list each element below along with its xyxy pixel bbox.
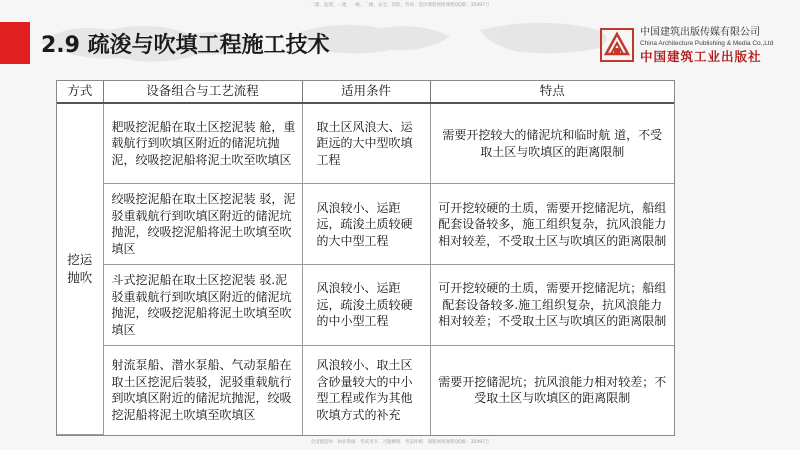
method-label: 挖运抛吹 (67, 252, 93, 285)
condition-cell: 风浪较小、取土区含砂量较大的中小型工程或作为其他吹填方式的补充 (302, 346, 430, 435)
watermark-top: 二建、监理、一建、一级、二级、安全、消防、咨询、造价课程网络课程QQ群：35497万 (310, 3, 490, 8)
feature-cell: 可开挖较硬的土质，需要开挖储泥坑，船组配套设备较多，施工组织复杂，抗风浪能力相对较差，不受取土区与吹填区的距离限制 (430, 184, 674, 265)
header-process: 设备组合与工艺流程 (103, 81, 302, 103)
table-row (57, 346, 674, 435)
process-table (56, 80, 675, 436)
feature-cell: 需要开挖储泥坑；抗风浪能力相对较差；不受取土区与吹填区的距离限制 (438, 374, 667, 406)
header-method: 方式 (57, 81, 103, 103)
feature-cell: 可开挖较硬的土质，需要开挖储泥坑；船组配套设备较多.施工组织复杂，抗风浪能力相对较差；不受取土区与吹填区的距离限制 (430, 265, 674, 346)
condition-cell: 取土区风浪大、运距远的大中型吹填工程 (302, 103, 430, 184)
publisher-logo-icon (600, 28, 634, 62)
table-row (57, 103, 674, 184)
condition-cell: 风浪较小、运距远，疏浚土质较硬的大中型工程 (302, 184, 430, 265)
header-feature: 特点 (430, 81, 674, 103)
condition-cell: 风浪较小、运距远，疏浚土质较硬的中小型工程 (302, 265, 430, 346)
table-row (57, 184, 674, 265)
process-cell: 绞吸挖泥船在取土区挖泥装 驳，泥驳重载航行到吹填区附近的储泥坑抛泥，绞吸挖泥船将泥土吹填至吹填区 (103, 184, 302, 265)
table-header-row (57, 81, 674, 103)
publisher-calligraphy: 中国建筑工业出版社 (640, 49, 762, 64)
process-cell: 斗式挖泥船在取土区挖泥装 驳.泥驳重载航行到吹填区附近的储泥坑抛泥，绞吸挖泥船将泥土吹填至吹填区 (103, 265, 302, 346)
header-condition: 适用条件 (302, 81, 430, 103)
watermark-bottom: 全国建造师 执业资格 考试用书 习题精练 考前冲刺 课程网络课程QQ群：35497万 (310, 440, 490, 445)
page-title: 2.9 疏浚与吹填工程施工技术 (41, 33, 330, 58)
title-accent-bar (0, 22, 30, 64)
method-cell (57, 103, 103, 435)
publisher-name-cn: 中国建筑出版传媒有限公司 (640, 27, 760, 38)
publisher-name-en: China Architecture Publishing & Media Co.,Ltd (640, 40, 774, 47)
publisher-block (640, 27, 800, 65)
feature-cell: 需要开挖较大的储泥坑和临时航 道，不受取土区与吹填区的距离限制 (430, 103, 674, 184)
process-cell: 耙吸挖泥船在取土区挖泥装 舱，重载航行到吹填区附近的储泥坑抛泥，绞吸挖泥船将泥土吹至吹填区 (103, 103, 302, 184)
process-cell: 射流泵船、潜水泵船、气动泵船在取土区挖泥后装驳，泥驳重载航行到吹填区附近的储泥坑抛泥，绞吸挖泥船将泥土吹填至吹填区 (103, 346, 302, 435)
table-row (57, 265, 674, 346)
